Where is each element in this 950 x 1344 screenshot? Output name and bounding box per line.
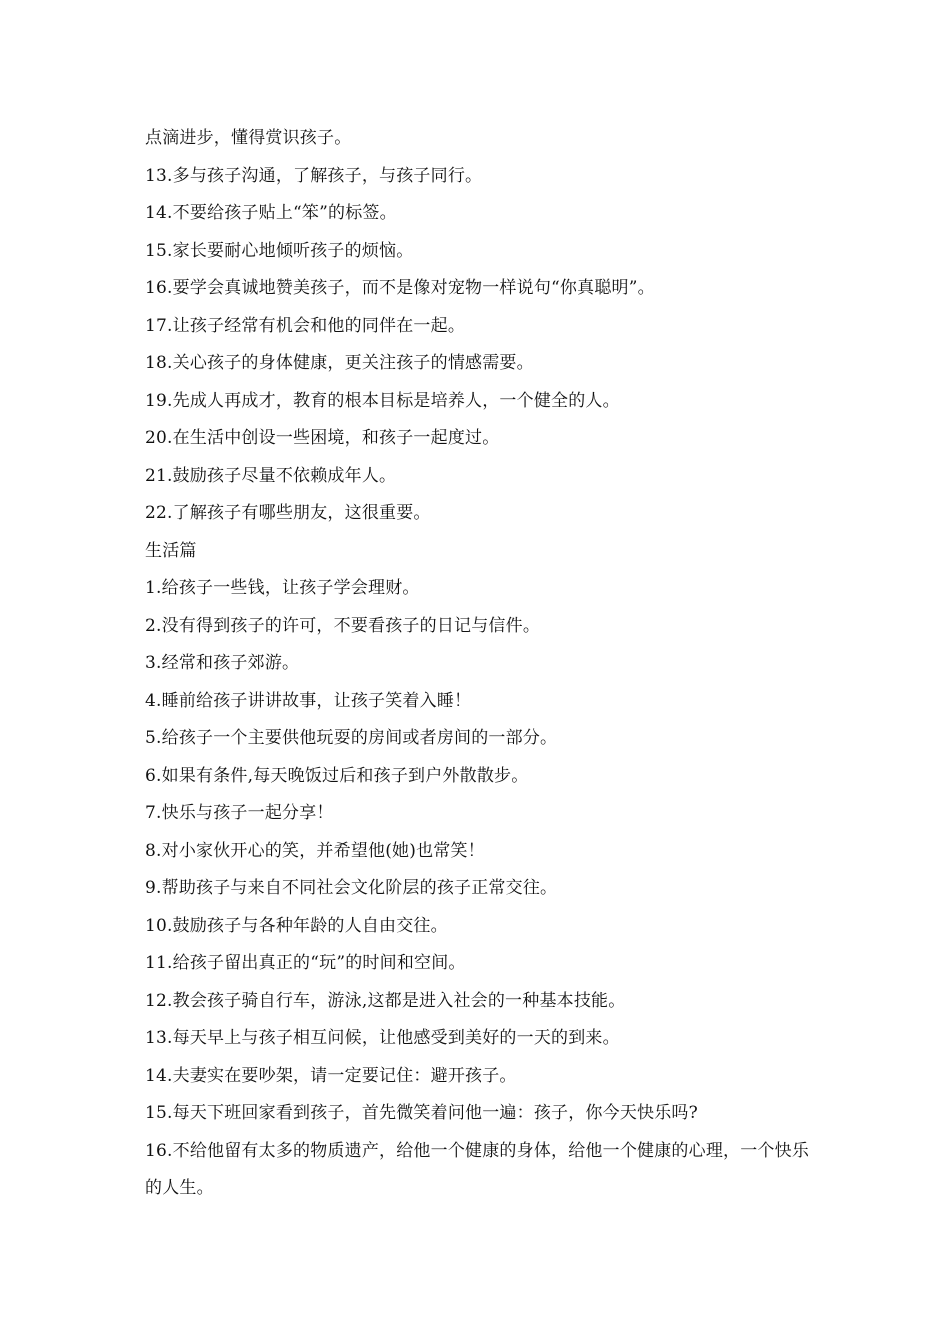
text-line: 点滴进步，懂得赏识孩子。 bbox=[145, 128, 352, 148]
list-item: 6.如果有条件,每天晚饭过后和孩子到户外散散步。 bbox=[145, 765, 529, 786]
list-item: 14.夫妻实在要吵架，请一定要记住：避开孩子。 bbox=[145, 1065, 517, 1086]
list-item: 16.要学会真诚地赞美孩子，而不是像对宠物一样说句“你真聪明”。 bbox=[145, 278, 655, 298]
list-item: 2.没有得到孩子的许可，不要看孩子的日记与信件。 bbox=[145, 615, 541, 636]
list-item: 19.先成人再成才，教育的根本目标是培养人，一个健全的人。 bbox=[145, 390, 620, 411]
list-item: 17.让孩子经常有机会和他的同伴在一起。 bbox=[145, 315, 466, 336]
list-item: 16.不给他留有太多的物质遗产，给他一个健康的身体，给他一个健康的心理，一个快乐的人生。 bbox=[145, 1140, 810, 1198]
list-item: 1.给孩子一些钱，让孩子学会理财。 bbox=[145, 578, 420, 598]
document-body bbox=[145, 120, 815, 1208]
list-item: 13.多与孩子沟通，了解孩子，与孩子同行。 bbox=[145, 165, 483, 186]
list-item: 9.帮助孩子与来自不同社会文化阶层的孩子正常交往。 bbox=[145, 878, 558, 898]
list-item: 10.鼓励孩子与各种年龄的人自由交往。 bbox=[145, 915, 448, 936]
list-item: 21.鼓励孩子尽量不依赖成年人。 bbox=[145, 465, 397, 486]
list-item: 3.经常和孩子郊游。 bbox=[145, 653, 300, 673]
list-item: 11.给孩子留出真正的“玩”的时间和空间。 bbox=[145, 953, 466, 973]
list-item: 14.不要给孩子贴上“笨”的标签。 bbox=[145, 203, 397, 223]
list-item: 8.对小家伙开心的笑，并希望他(她)也常笑！ bbox=[145, 840, 485, 861]
list-item: 15.每天下班回家看到孩子，首先微笑着问他一遍：孩子，你今天快乐吗? bbox=[145, 1103, 698, 1123]
list-item: 7.快乐与孩子一起分享！ bbox=[145, 803, 334, 823]
list-item: 15.家长要耐心地倾听孩子的烦恼。 bbox=[145, 240, 414, 261]
list-item: 5.给孩子一个主要供他玩耍的房间或者房间的一部分。 bbox=[145, 728, 558, 748]
list-item: 12.教会孩子骑自行车，游泳,这都是进入社会的一种基本技能。 bbox=[145, 990, 626, 1011]
list-item: 4.睡前给孩子讲讲故事，让孩子笑着入睡！ bbox=[145, 690, 472, 711]
list-item: 18.关心孩子的身体健康，更关注孩子的情感需要。 bbox=[145, 353, 534, 373]
list-item: 20.在生活中创设一些困境，和孩子一起度过。 bbox=[145, 428, 500, 448]
list-item: 13.每天早上与孩子相互问候，让他感受到美好的一天的到来。 bbox=[145, 1028, 620, 1048]
section-heading: 生活篇 bbox=[145, 540, 197, 561]
list-item: 22.了解孩子有哪些朋友，这很重要。 bbox=[145, 503, 431, 523]
